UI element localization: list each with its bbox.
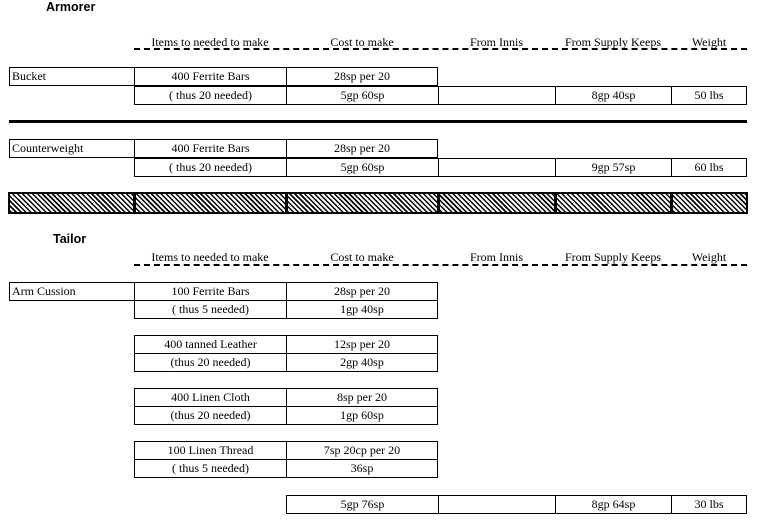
material-cell: 400 Ferrite Bars xyxy=(134,67,287,86)
rate-cell: 8sp per 20 xyxy=(286,388,438,407)
header-dashed-rule xyxy=(134,264,747,266)
rate-cell: 28sp per 20 xyxy=(286,139,438,158)
header-supply: From Supply Keeps xyxy=(565,35,661,49)
armorer-section-title: Armorer xyxy=(46,0,96,14)
weight-cell: 60 lbs xyxy=(671,158,747,177)
hatch-divider xyxy=(133,194,136,212)
total-innis-cell xyxy=(438,495,556,514)
thick-divider xyxy=(9,120,747,123)
innis-cell xyxy=(438,86,556,105)
header-dashed-rule xyxy=(134,48,747,50)
material-cell: 100 Linen Thread xyxy=(134,441,287,460)
header-weight: Weight xyxy=(691,250,727,264)
cost-cell: 1gp 40sp xyxy=(286,300,438,319)
material-cell: 400 Ferrite Bars xyxy=(134,139,287,158)
total-weight-cell: 30 lbs xyxy=(671,495,747,514)
supply-cell: 8gp 40sp xyxy=(555,86,672,105)
header-weight: Weight xyxy=(691,35,727,49)
header-items: Items to needed to make xyxy=(151,250,269,264)
header-innis: From Innis xyxy=(469,35,523,49)
material-cell: 400 tanned Leather xyxy=(134,335,287,354)
innis-cell xyxy=(438,158,556,177)
cost-cell: 36sp xyxy=(286,459,438,478)
needed-cell: ( thus 5 needed) xyxy=(134,300,287,319)
cost-cell: 1gp 60sp xyxy=(286,406,438,425)
header-cost: Cost to make xyxy=(330,35,394,49)
cost-cell: 5gp 60sp xyxy=(286,86,439,105)
rate-cell: 12sp per 20 xyxy=(286,335,438,354)
total-cost-cell: 5gp 76sp xyxy=(286,495,439,514)
hatch-divider xyxy=(437,194,440,212)
header-supply: From Supply Keeps xyxy=(565,250,661,264)
rate-cell: 28sp per 20 xyxy=(286,67,438,86)
hatch-divider xyxy=(285,194,288,212)
rate-cell: 28sp per 20 xyxy=(286,282,438,301)
item-name-bucket: Bucket xyxy=(9,67,135,86)
item-name-counterweight: Counterweight xyxy=(9,139,135,158)
header-innis: From Innis xyxy=(469,250,523,264)
hatch-divider xyxy=(554,194,557,212)
hatch-divider xyxy=(670,194,673,212)
supply-cell: 9gp 57sp xyxy=(555,158,672,177)
rate-cell: 7sp 20cp per 20 xyxy=(286,441,438,460)
cost-cell: 2gp 40sp xyxy=(286,353,438,372)
header-items: Items to needed to make xyxy=(151,35,269,49)
total-supply-cell: 8gp 64sp xyxy=(555,495,672,514)
material-cell: 400 Linen Cloth xyxy=(134,388,287,407)
needed-cell: (thus 20 needed) xyxy=(134,406,287,425)
needed-cell: (thus 20 needed) xyxy=(134,353,287,372)
needed-cell: ( thus 20 needed) xyxy=(134,86,287,105)
material-cell: 100 Ferrite Bars xyxy=(134,282,287,301)
weight-cell: 50 lbs xyxy=(671,86,747,105)
hatched-separator xyxy=(8,192,748,214)
item-name-arm-cussion: Arm Cussion xyxy=(9,282,135,301)
cost-cell: 5gp 60sp xyxy=(286,158,439,177)
needed-cell: ( thus 5 needed) xyxy=(134,459,287,478)
needed-cell: ( thus 20 needed) xyxy=(134,158,287,177)
tailor-section-title: Tailor xyxy=(53,232,87,246)
header-cost: Cost to make xyxy=(330,250,394,264)
